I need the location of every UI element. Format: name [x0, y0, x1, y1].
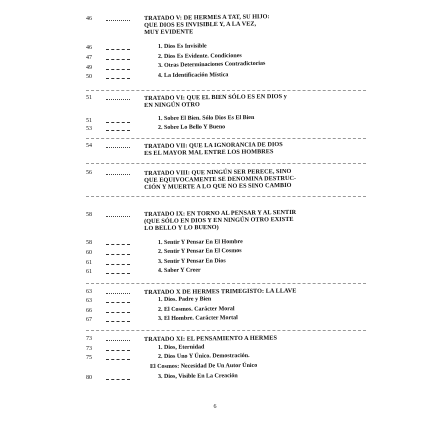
- page-number: 60: [86, 250, 92, 256]
- page-number: 63: [86, 289, 92, 295]
- dotted-leader: [106, 340, 130, 341]
- dotted-leader: [106, 59, 130, 60]
- dotted-leader: [106, 78, 130, 79]
- dotted-leader: [106, 264, 130, 265]
- page-number: 58: [86, 212, 92, 218]
- dotted-leader: [106, 49, 130, 50]
- toc-subentry: 4. La Identificación Mística: [158, 72, 229, 79]
- toc-subentry: 2. Dios Es Evidente. Condiciones: [158, 53, 242, 60]
- page-number: 47: [86, 55, 92, 61]
- dotted-leader: [106, 216, 130, 217]
- toc-title-tratado-ix: TRATADO IX: EN TORNO AL PENSAR Y AL SENTIR (QUE SÓLO EN DIOS Y EN NINGÚN OTRO EXISTE LO BELLO Y LO BUENO): [144, 208, 297, 233]
- page-number: 51: [86, 95, 92, 101]
- dotted-leader: [106, 130, 130, 131]
- toc-subentry: 2. El Cosmos. Carácter Moral: [158, 306, 235, 313]
- dotted-leader: [106, 174, 130, 175]
- dotted-leader: [106, 350, 130, 351]
- toc-subentry: 1. Dios. Padre y Bien: [158, 296, 212, 303]
- toc-title-tratado-v: TRATADO V: DE HERMES A TAT, SU HIJO: QUE DIOS ES INVISIBLE Y, A LA VEZ, MUY EVIDENTE: [144, 13, 270, 37]
- dotted-leader: [106, 273, 130, 274]
- page-number: 49: [86, 65, 92, 71]
- dotted-leader: [106, 312, 130, 313]
- toc-subentry: 1. Sentir Y Pensar En El Hombre: [158, 239, 243, 246]
- toc-title-tratado-vi: TRATADO VI: QUE EL BIEN SÓLO ES EN DIOS y EN NINGÚN OTRO: [144, 93, 287, 110]
- dotted-leader: [106, 379, 130, 380]
- toc-subentry: 3. Sentir Y Pensar En Dios: [158, 258, 226, 265]
- page-number: 80: [86, 375, 92, 381]
- page-number: 51: [86, 118, 92, 124]
- page-number: 54: [86, 143, 92, 149]
- page-number: 53: [86, 126, 92, 132]
- page-number: 50: [86, 74, 92, 80]
- page-number: 63: [86, 298, 92, 304]
- toc-subentry: 2. Sentir Y Pensar En El Cosmos: [158, 248, 242, 255]
- dotted-leader: [106, 147, 130, 148]
- toc-subentry: 3. El Hombre. Carácter Mortal: [158, 315, 238, 322]
- page-number: 46: [86, 45, 92, 51]
- page-number: 61: [86, 269, 92, 275]
- toc-subentry: El Cosmos: Necesidad De Un Autor Único: [150, 362, 258, 370]
- toc-title-tratado-x: TRATADO X DE HERMES TRIMEGISTO: LA LLAVE: [144, 287, 297, 296]
- section-divider: [86, 283, 366, 284]
- page-number: 61: [86, 260, 92, 266]
- toc-subentry: 4. Saber Y Creer: [158, 267, 201, 274]
- section-divider: [86, 163, 366, 164]
- dotted-leader: [106, 321, 130, 322]
- dotted-leader: [106, 122, 130, 123]
- toc-title-tratado-xi: TRATADO XI: EL PENSAMIENTO A HERMES: [144, 334, 277, 343]
- page-number: 67: [86, 317, 92, 323]
- page-number: 66: [86, 308, 92, 314]
- dotted-leader: [106, 20, 130, 21]
- page-number: 46: [86, 16, 92, 22]
- dotted-leader: [106, 99, 130, 100]
- section-divider: [86, 196, 366, 197]
- page-number: 58: [86, 240, 92, 246]
- toc-title-tratado-vii: TRATADO VII: QUE LA IGNORANCIA DE DIOS ES EL MAYOR MAL ENTRE LOS HOMBRES: [144, 141, 283, 158]
- toc-subentry: 2. Dios Uno Y Único. Demostración.: [158, 353, 250, 360]
- toc-subentry: 1. Dios, Eternidad: [158, 344, 205, 351]
- toc-title-tratado-viii: TRATADO VIII: QUE NINGÚN SER PERECE, SINO QUE EQUIVOCAMENTE SE DENOMINA DESTRUC- CIÓN Y MUERTE A LO QUE NO ES SINO CAMBIO: [144, 167, 297, 192]
- dotted-leader: [106, 302, 130, 303]
- page-number: 73: [86, 346, 92, 352]
- toc-subentry: 3. Otras Determinaciones Contradictorias: [158, 60, 266, 69]
- page-footer-number: 6: [213, 404, 217, 410]
- section-divider: [86, 138, 366, 139]
- dotted-leader: [106, 293, 130, 294]
- section-divider: [86, 330, 366, 331]
- toc-subentry: 1. Sobre El Bien. Sólo Dios Es El Bien: [158, 114, 255, 122]
- page-number: 75: [86, 355, 92, 361]
- dotted-leader: [106, 69, 130, 70]
- page-number: 73: [86, 336, 92, 342]
- section-divider: [86, 90, 366, 91]
- toc-subentry: 3. Dios, Visible En La Creación: [158, 373, 238, 380]
- dotted-leader: [106, 359, 130, 360]
- dotted-leader: [106, 244, 130, 245]
- toc-subentry: 2. Sobre Lo Bello Y Bueno: [158, 124, 226, 131]
- page-number: 56: [86, 170, 92, 176]
- toc-subentry: 1. Dios Es Invisible: [158, 43, 207, 50]
- dotted-leader: [106, 254, 130, 255]
